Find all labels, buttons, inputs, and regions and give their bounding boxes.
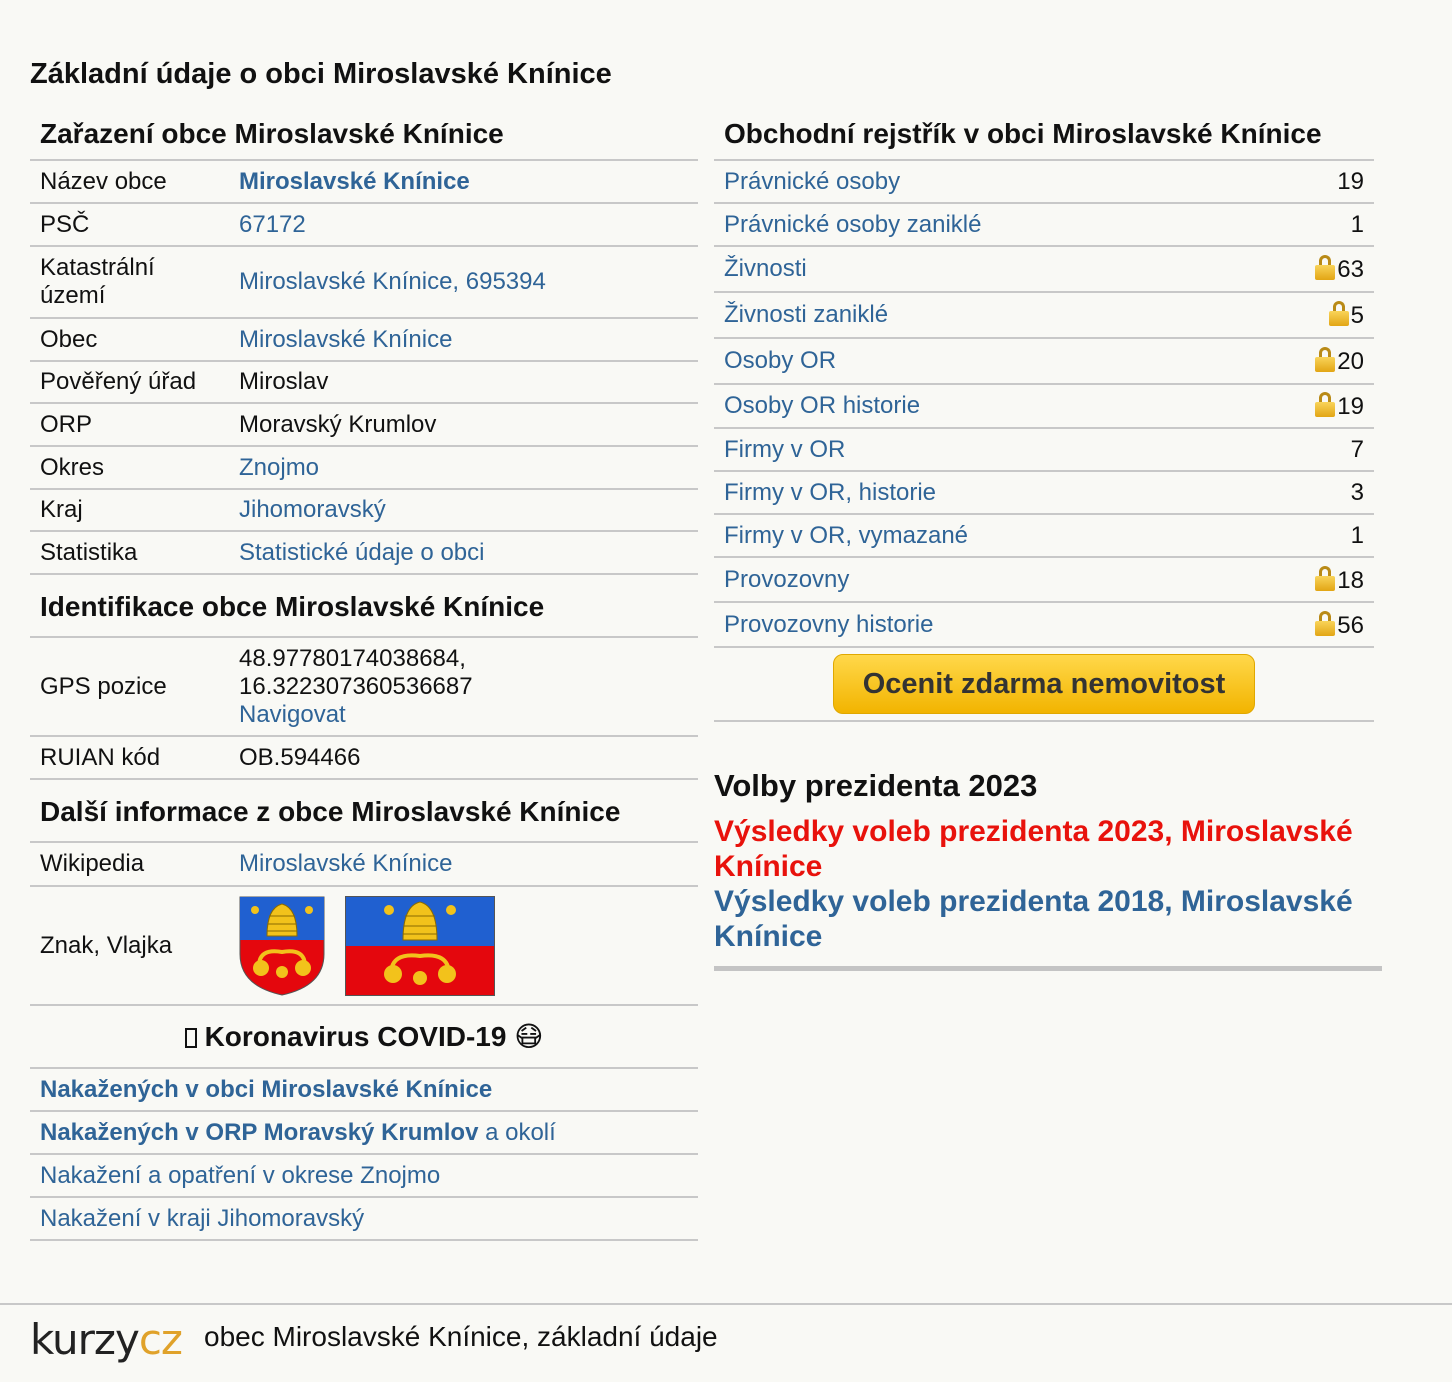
footer: [0, 1303, 1452, 1382]
table-row: [30, 318, 698, 361]
rejstrik-row: [714, 203, 1374, 246]
lock-icon: [1315, 254, 1335, 280]
rejstrik-row: [714, 471, 1374, 514]
lock-icon: [1315, 610, 1335, 636]
covid-okres-link[interactable]: Nakažení a opatření v okrese Znojmo: [40, 1162, 441, 1189]
table-row: [30, 203, 698, 246]
kurzy-logo[interactable]: [30, 1315, 182, 1364]
logo-main: kurzy: [30, 1315, 139, 1364]
page-title: Základní údaje o obci Miroslavské Knínice: [30, 58, 612, 90]
rejstrik-count: 19: [1337, 393, 1364, 420]
rejstrik-link[interactable]: Provozovny: [724, 565, 850, 593]
rejstrik-link[interactable]: Firmy v OR: [724, 435, 846, 463]
covid-row: [30, 1155, 698, 1198]
rejstrik-row: [714, 602, 1374, 647]
orp-value: Moravský Krumlov: [229, 403, 698, 446]
identifikace-title: Identifikace obce Miroslavské Knínice: [30, 575, 698, 638]
table-row: [30, 886, 698, 1005]
rejstrik-count: 63: [1337, 256, 1364, 283]
zarazeni-table: [30, 161, 698, 575]
covid-title: [30, 1006, 698, 1069]
table-row: [30, 736, 698, 779]
table-row: [30, 531, 698, 574]
ocenit-nemovitost-button[interactable]: Ocenit zdarma nemovitost: [833, 654, 1255, 714]
rejstrik-row: [714, 338, 1374, 384]
row-label: PSČ: [30, 203, 229, 246]
obec-name-link[interactable]: Miroslavské Knínice: [239, 167, 470, 195]
row-label: Pověřený úřad: [30, 361, 229, 403]
rejstrik-count: 1: [1350, 210, 1364, 238]
lock-icon: [1315, 565, 1335, 591]
rejstrik-link[interactable]: Firmy v OR, vymazané: [724, 521, 969, 549]
table-row: [30, 161, 698, 203]
obec-link[interactable]: Miroslavské Knínice: [239, 325, 453, 353]
volby-links: [714, 814, 1374, 954]
table-row: [30, 446, 698, 489]
rejstrik-count: 7: [1350, 435, 1364, 463]
logo-accent: cz: [138, 1315, 182, 1364]
virus-icon: [185, 1028, 197, 1048]
navigovat-link[interactable]: Navigovat: [239, 700, 346, 728]
covid-orp-link[interactable]: Nakažených v ORP Moravský Krumlov: [40, 1119, 479, 1146]
row-label: RUIAN kód: [30, 736, 229, 779]
rejstrik-row: [714, 292, 1374, 338]
rejstrik-link[interactable]: Právnické osoby: [724, 167, 901, 195]
rejstrik-link[interactable]: Firmy v OR, historie: [724, 478, 937, 506]
flag-image[interactable]: [345, 896, 495, 996]
covid-title-text: Koronavirus COVID-19 😷: [204, 1021, 544, 1052]
table-row: [30, 843, 698, 886]
ruian-value: OB.594466: [229, 736, 698, 779]
rejstrik-title: Obchodní rejstřík v obci Miroslavské Knínice: [714, 110, 1374, 161]
rejstrik-count: 20: [1337, 348, 1364, 375]
kraj-link[interactable]: Jihomoravský: [239, 496, 386, 523]
table-row: [30, 361, 698, 403]
rejstrik-row: [714, 384, 1374, 428]
dalsi-title: Další informace z obce Miroslavské Knínice: [30, 780, 698, 843]
rejstrik-link[interactable]: Provozovny historie: [724, 610, 934, 638]
row-label: Název obce: [30, 161, 229, 203]
lock-icon: [1315, 346, 1335, 372]
divider: [714, 966, 1382, 971]
row-label: Obec: [30, 318, 229, 361]
rejstrik-row: [714, 428, 1374, 471]
row-label: Katastrální území: [30, 246, 229, 318]
button-row: [714, 648, 1374, 722]
dalsi-table: [30, 843, 698, 1006]
poverený-urad-value: Miroslav: [229, 361, 698, 403]
katastr-link[interactable]: Miroslavské Knínice, 695394: [239, 268, 546, 295]
covid-orp-suffix: a okolí: [478, 1119, 556, 1146]
volby-2023-link[interactable]: Výsledky voleb prezidenta 2023, Miroslavské Knínice: [714, 815, 1353, 883]
right-column: [714, 110, 1382, 953]
rejstrik-link[interactable]: Živnosti zaniklé: [724, 301, 889, 328]
lock-icon: [1315, 391, 1335, 417]
rejstrik-link[interactable]: Osoby OR historie: [724, 392, 921, 419]
rejstrik-count: 1: [1350, 521, 1364, 549]
left-column: [30, 110, 698, 1241]
covid-kraj-link[interactable]: Nakažení v kraji Jihomoravský: [40, 1205, 365, 1232]
rejstrik-count: 18: [1337, 566, 1364, 594]
volby-title: Volby prezidenta 2023: [714, 768, 1038, 803]
row-label: Statistika: [30, 531, 229, 574]
rejstrik-count: 56: [1337, 611, 1364, 639]
lock-icon: [1329, 300, 1349, 326]
covid-obec-link[interactable]: Nakažených v obci Miroslavské Knínice: [40, 1076, 493, 1103]
rejstrik-link[interactable]: Osoby OR: [724, 347, 837, 374]
wikipedia-link[interactable]: Miroslavské Knínice: [239, 850, 453, 877]
psc-link[interactable]: 67172: [239, 210, 306, 238]
rejstrik-link[interactable]: Živnosti: [724, 255, 807, 282]
row-label: GPS pozice: [30, 638, 229, 736]
coat-of-arms-image[interactable]: [239, 896, 325, 996]
row-label: Wikipedia: [30, 843, 229, 886]
table-row: [30, 489, 698, 531]
rejstrik-count: 3: [1350, 478, 1364, 506]
rejstrik-count: 19: [1337, 167, 1364, 195]
gps-lon: 16.322307360536687: [239, 672, 473, 700]
table-row: [30, 403, 698, 446]
rejstrik-row: [714, 557, 1374, 602]
covid-row: [30, 1112, 698, 1155]
identifikace-table: [30, 638, 698, 780]
rejstrik-row: [714, 161, 1374, 203]
gps-lat: 48.97780174038684,: [239, 644, 466, 672]
rejstrik-row: [714, 246, 1374, 292]
table-row: [30, 638, 698, 736]
covid-row: [30, 1198, 698, 1241]
rejstrik-table: [714, 161, 1374, 648]
rejstrik-link[interactable]: Právnické osoby zaniklé: [724, 210, 982, 238]
zarazeni-title: Zařazení obce Miroslavské Knínice: [30, 110, 698, 161]
row-label: ORP: [30, 403, 229, 446]
footer-text: obec Miroslavské Knínice, základní údaje: [204, 1321, 718, 1352]
row-label: Okres: [30, 446, 229, 489]
table-row: [30, 246, 698, 318]
rejstrik-count: 5: [1350, 302, 1364, 329]
row-label: Znak, Vlajka: [30, 886, 229, 1005]
rejstrik-row: [714, 514, 1374, 557]
row-label: Kraj: [30, 489, 229, 531]
covid-row: [30, 1069, 698, 1112]
volby-2018-link[interactable]: Výsledky voleb prezidenta 2018, Miroslavské Knínice: [714, 885, 1353, 953]
okres-link[interactable]: Znojmo: [239, 453, 320, 481]
statistika-link[interactable]: Statistické údaje o obci: [239, 538, 485, 566]
